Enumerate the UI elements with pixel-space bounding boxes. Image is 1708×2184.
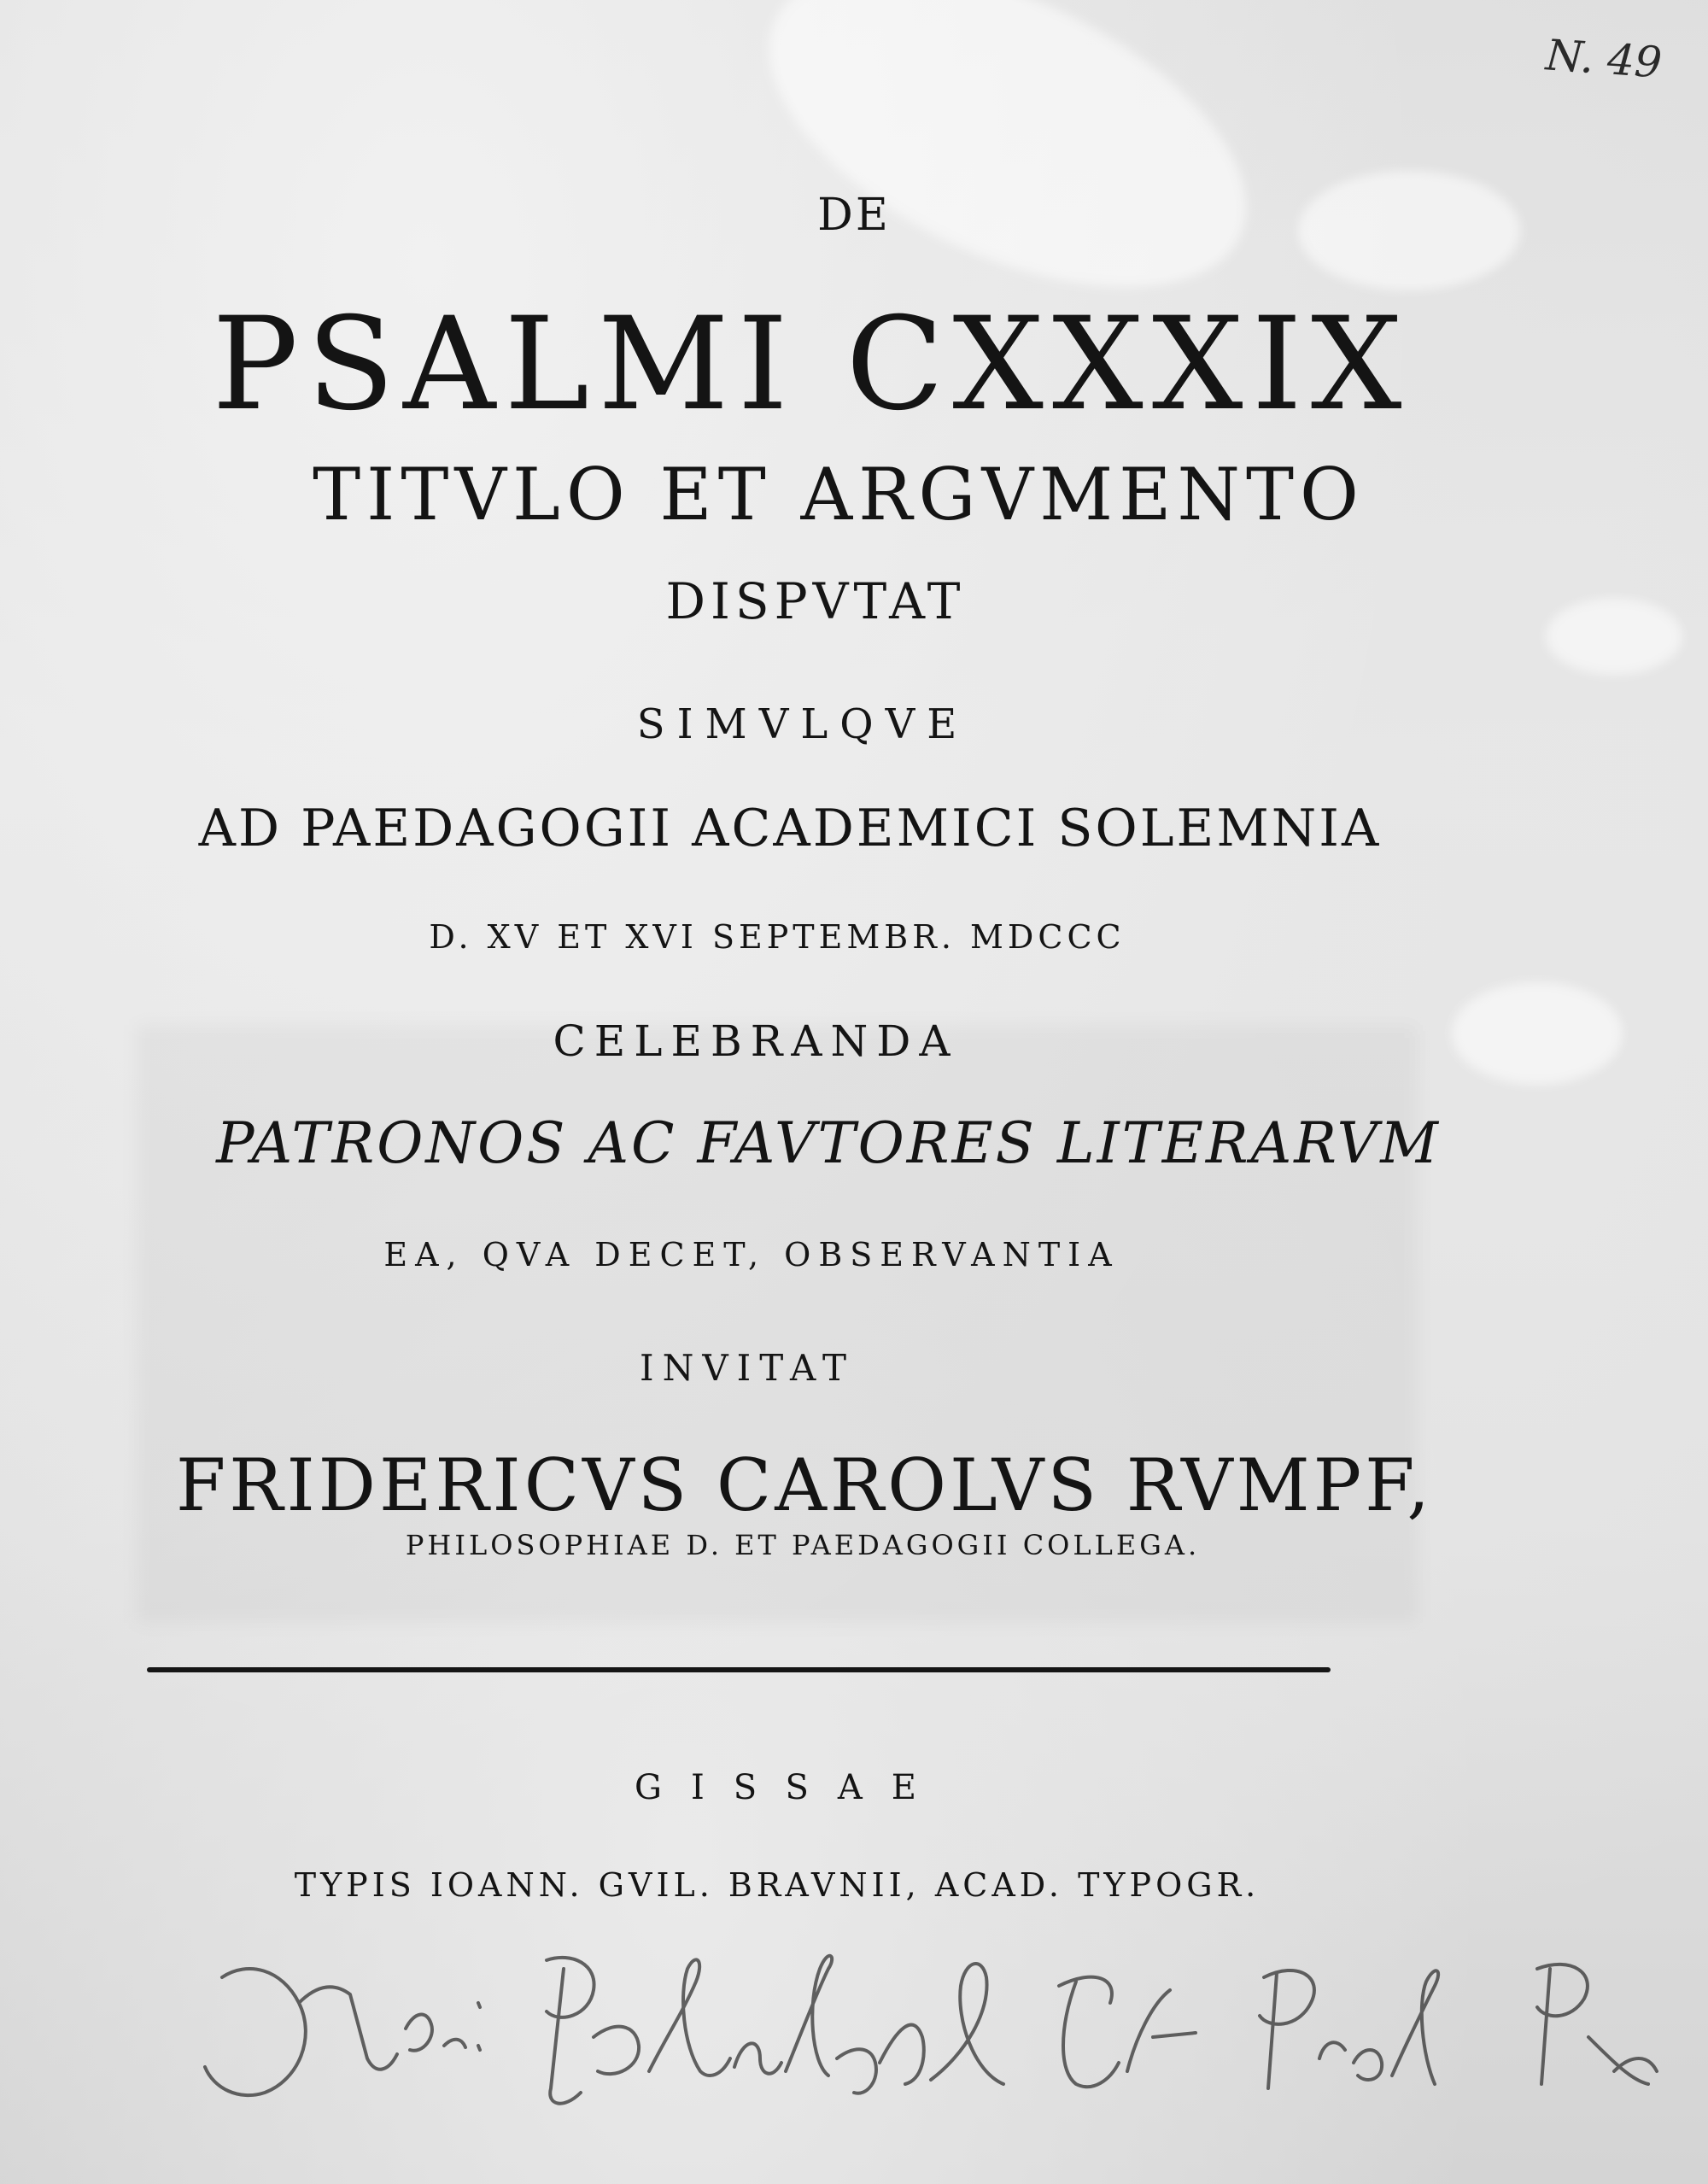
- catalog-number-mark: N. 49: [1544, 30, 1664, 88]
- handwriting-stroke: [931, 1964, 1003, 2084]
- title-line-occasion: AD PAEDAGOGII ACADEMICI SOLEMNIA: [198, 799, 1382, 858]
- handwriting-stroke: [547, 1958, 639, 2104]
- title-line-observantia: EA, QVA DECET, OBSERVANTIA: [383, 1236, 1120, 1274]
- imprint-printer: TYPIS IOANN. GVIL. BRAVNII, ACAD. TYPOGR.: [294, 1866, 1261, 1904]
- author-affiliation: PHILOSOPHIAE D. ET PAEDAGOGII COLLEGA.: [405, 1529, 1201, 1561]
- title-line-invitat: INVITAT: [639, 1347, 856, 1389]
- handwriting-stroke: [1260, 1970, 1438, 2088]
- handwriting-stroke: [406, 2003, 480, 2051]
- horizontal-rule: [147, 1667, 1331, 1672]
- title-line-de: DE: [817, 190, 891, 241]
- subtitle-line: TITVLO ET ARGVMENTO: [313, 453, 1365, 536]
- handwritten-note: [171, 1909, 1674, 2131]
- handwriting-stroke: [1537, 1964, 1657, 2084]
- handwriting-stroke: [205, 1969, 397, 2095]
- handwriting-stroke: [649, 1959, 781, 2076]
- title-line-celebranda: CELEBRANDA: [553, 1016, 959, 1066]
- title-line-patronos: PATRONOS AC FAVTORES LITERARVM: [216, 1110, 1441, 1176]
- handwriting-stroke: [1059, 1977, 1196, 2087]
- imprint-place: GISSAE: [635, 1768, 945, 1807]
- title-line-disputat: DISPVTAT: [665, 572, 966, 630]
- title-line-simulque: SIMVLQVE: [636, 700, 969, 748]
- main-title: PSALMI CXXXIX: [212, 290, 1411, 439]
- event-date: D. XV ET XVI SEPTEMBR. MDCCC: [429, 918, 1126, 956]
- handwriting-stroke: [786, 1956, 924, 2093]
- author-name: FRIDERICVS CAROLVS RVMPF,: [175, 1443, 1434, 1527]
